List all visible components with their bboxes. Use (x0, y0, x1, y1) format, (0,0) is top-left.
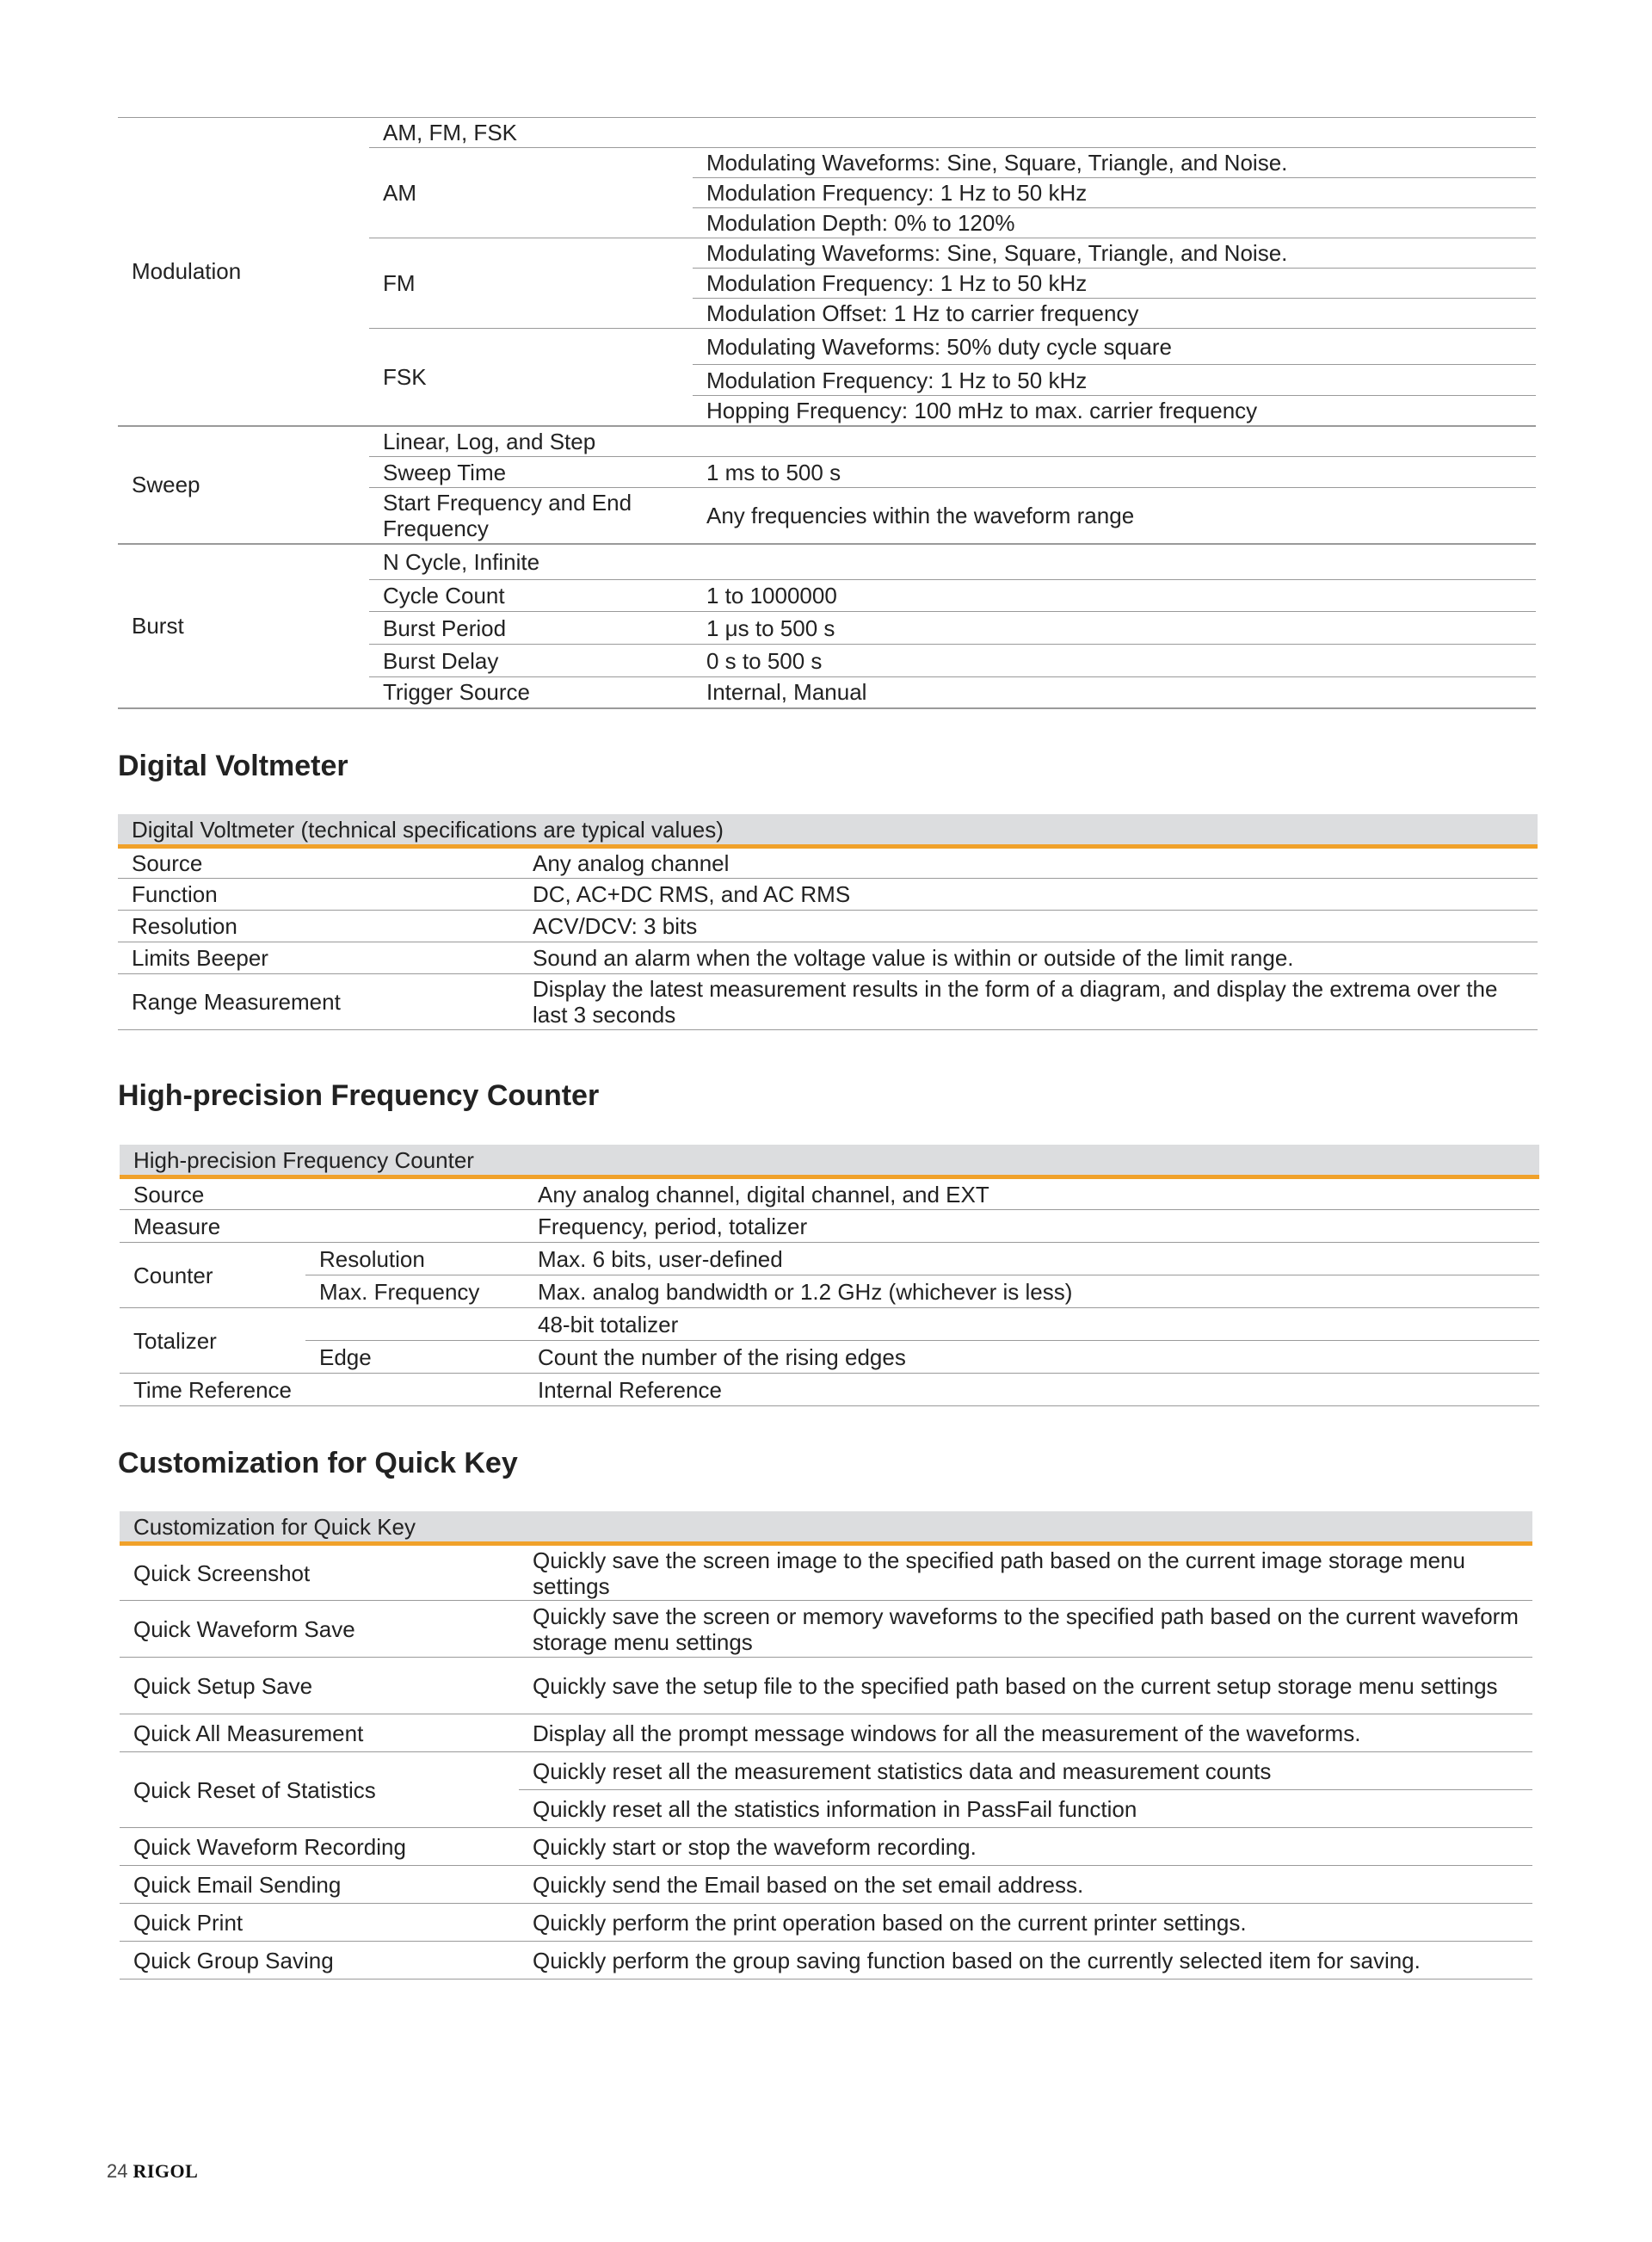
fc-timeref-value: Internal Reference (524, 1374, 1539, 1406)
qk-group-value: Quickly perform the group saving function based on the currently selected item for saving. (519, 1942, 1532, 1980)
fsk-hopping: Hopping Frequency: 100 mHz to max. carrier frequency (693, 396, 1536, 426)
sweep-freq-label: Start Frequency and End Frequency (369, 488, 693, 544)
qk-waveform-save-label: Quick Waveform Save (120, 1601, 519, 1658)
qk-recording-label: Quick Waveform Recording (120, 1828, 519, 1866)
quick-key-table (120, 1511, 1532, 1980)
fc-timeref-label: Time Reference (120, 1374, 524, 1406)
burst-label: Burst (118, 544, 369, 708)
dvm-row-label: Resolution (118, 911, 519, 942)
fc-resolution-value: Max. 6 bits, user-defined (524, 1243, 1539, 1275)
qk-all-meas-label: Quick All Measurement (120, 1714, 519, 1752)
dvm-row-label: Source (118, 847, 519, 879)
qk-reset-stats-value: Quickly reset all the statistics information in PassFail function (519, 1790, 1532, 1828)
fc-maxfreq-label: Max. Frequency (305, 1275, 524, 1308)
sweep-types: Linear, Log, and Step (369, 426, 693, 457)
qk-email-value: Quickly send the Email based on the set email address. (519, 1866, 1532, 1904)
trigger-source-label: Trigger Source (369, 677, 693, 708)
fc-measure-value: Frequency, period, totalizer (524, 1210, 1539, 1243)
qk-group-label: Quick Group Saving (120, 1942, 519, 1980)
qk-recording-value: Quickly start or stop the waveform recording. (519, 1828, 1532, 1866)
am-frequency: Modulation Frequency: 1 Hz to 50 kHz (693, 178, 1536, 208)
dvm-row-label: Function (118, 879, 519, 911)
quick-key-title: Customization for Quick Key (118, 1447, 518, 1479)
fm-offset: Modulation Offset: 1 Hz to carrier frequency (693, 299, 1536, 329)
am-waveforms: Modulating Waveforms: Sine, Square, Triangle, and Noise. (693, 148, 1536, 178)
fc-totalizer-label: Totalizer (120, 1308, 305, 1374)
fsk-frequency: Modulation Frequency: 1 Hz to 50 kHz (693, 365, 1536, 396)
fsk-waveforms: Modulating Waveforms: 50% duty cycle square (693, 329, 1536, 365)
fc-source-label: Source (120, 1177, 524, 1210)
fm-frequency: Modulation Frequency: 1 Hz to 50 kHz (693, 269, 1536, 299)
dvm-title: Digital Voltmeter (118, 750, 348, 782)
sweep-freq-value: Any frequencies within the waveform range (693, 488, 1536, 544)
am-label: AM (369, 148, 693, 238)
burst-delay-value: 0 s to 500 s (693, 645, 1536, 677)
fc-resolution-label: Resolution (305, 1243, 524, 1275)
cycle-count-value: 1 to 1000000 (693, 580, 1536, 612)
fc-maxfreq-value: Max. analog bandwidth or 1.2 GHz (whichever is less) (524, 1275, 1539, 1308)
cycle-count-label: Cycle Count (369, 580, 693, 612)
qk-reset-stats-label: Quick Reset of Statistics (120, 1752, 519, 1828)
dvm-row-label: Range Measurement (118, 974, 519, 1030)
page-number: 24 (107, 2160, 128, 2182)
qk-all-meas-value: Display all the prompt message windows for all the measurement of the waveforms. (519, 1714, 1532, 1752)
qk-screenshot-value: Quickly save the screen image to the specified path based on the current image storage menu settings (519, 1544, 1532, 1601)
freq-counter-title: High-precision Frequency Counter (118, 1079, 600, 1112)
qk-print-value: Quickly perform the print operation based on the current printer settings. (519, 1904, 1532, 1942)
modulation-types: AM, FM, FSK (369, 118, 693, 148)
qk-screenshot-label: Quick Screenshot (120, 1544, 519, 1601)
burst-delay-label: Burst Delay (369, 645, 693, 677)
sweep-time-label: Sweep Time (369, 457, 693, 488)
fm-label: FM (369, 238, 693, 329)
fc-measure-label: Measure (120, 1210, 524, 1243)
fc-source-value: Any analog channel, digital channel, and EXT (524, 1177, 1539, 1210)
page-footer (107, 2160, 198, 2183)
fc-edge-label: Edge (305, 1341, 524, 1374)
qk-setup-save-label: Quick Setup Save (120, 1658, 519, 1714)
qk-waveform-save-value: Quickly save the screen or memory waveforms to the specified path based on the current waveform storage menu settings (519, 1601, 1532, 1658)
sweep-time-value: 1 ms to 500 s (693, 457, 1536, 488)
trigger-source-value: Internal, Manual (693, 677, 1536, 708)
dvm-table-header: Digital Voltmeter (technical specifications are typical values) (118, 814, 1538, 847)
modulation-label: Modulation (118, 118, 369, 426)
freq-counter-table-header: High-precision Frequency Counter (120, 1145, 1539, 1177)
dvm-row-value: Sound an alarm when the voltage value is within or outside of the limit range. (519, 942, 1538, 974)
fc-edge-value: Count the number of the rising edges (524, 1341, 1539, 1374)
fc-counter-label: Counter (120, 1243, 305, 1308)
brand-logo: RIGOL (133, 2160, 199, 2182)
spec-table (118, 117, 1536, 709)
qk-setup-save-value: Quickly save the setup file to the specified path based on the current setup storage menu settings (519, 1658, 1532, 1714)
burst-period-label: Burst Period (369, 612, 693, 645)
dvm-row-label: Limits Beeper (118, 942, 519, 974)
freq-counter-table (120, 1145, 1539, 1406)
fm-waveforms: Modulating Waveforms: Sine, Square, Triangle, and Noise. (693, 238, 1536, 269)
dvm-row-value: Display the latest measurement results in the form of a diagram, and display the extrema over the last 3 seconds (519, 974, 1538, 1030)
fsk-label: FSK (369, 329, 693, 426)
dvm-row-value: Any analog channel (519, 847, 1538, 879)
qk-email-label: Quick Email Sending (120, 1866, 519, 1904)
dvm-row-value: DC, AC+DC RMS, and AC RMS (519, 879, 1538, 911)
am-depth: Modulation Depth: 0% to 120% (693, 208, 1536, 238)
burst-types: N Cycle, Infinite (369, 544, 693, 580)
qk-reset-stats-value: Quickly reset all the measurement statistics data and measurement counts (519, 1752, 1532, 1790)
dvm-table (118, 814, 1538, 1030)
dvm-row-value: ACV/DCV: 3 bits (519, 911, 1538, 942)
qk-print-label: Quick Print (120, 1904, 519, 1942)
burst-period-value: 1 μs to 500 s (693, 612, 1536, 645)
fc-totalizer-value: 48-bit totalizer (524, 1308, 1539, 1341)
quick-key-table-header: Customization for Quick Key (120, 1511, 1532, 1544)
sweep-label: Sweep (118, 426, 369, 544)
